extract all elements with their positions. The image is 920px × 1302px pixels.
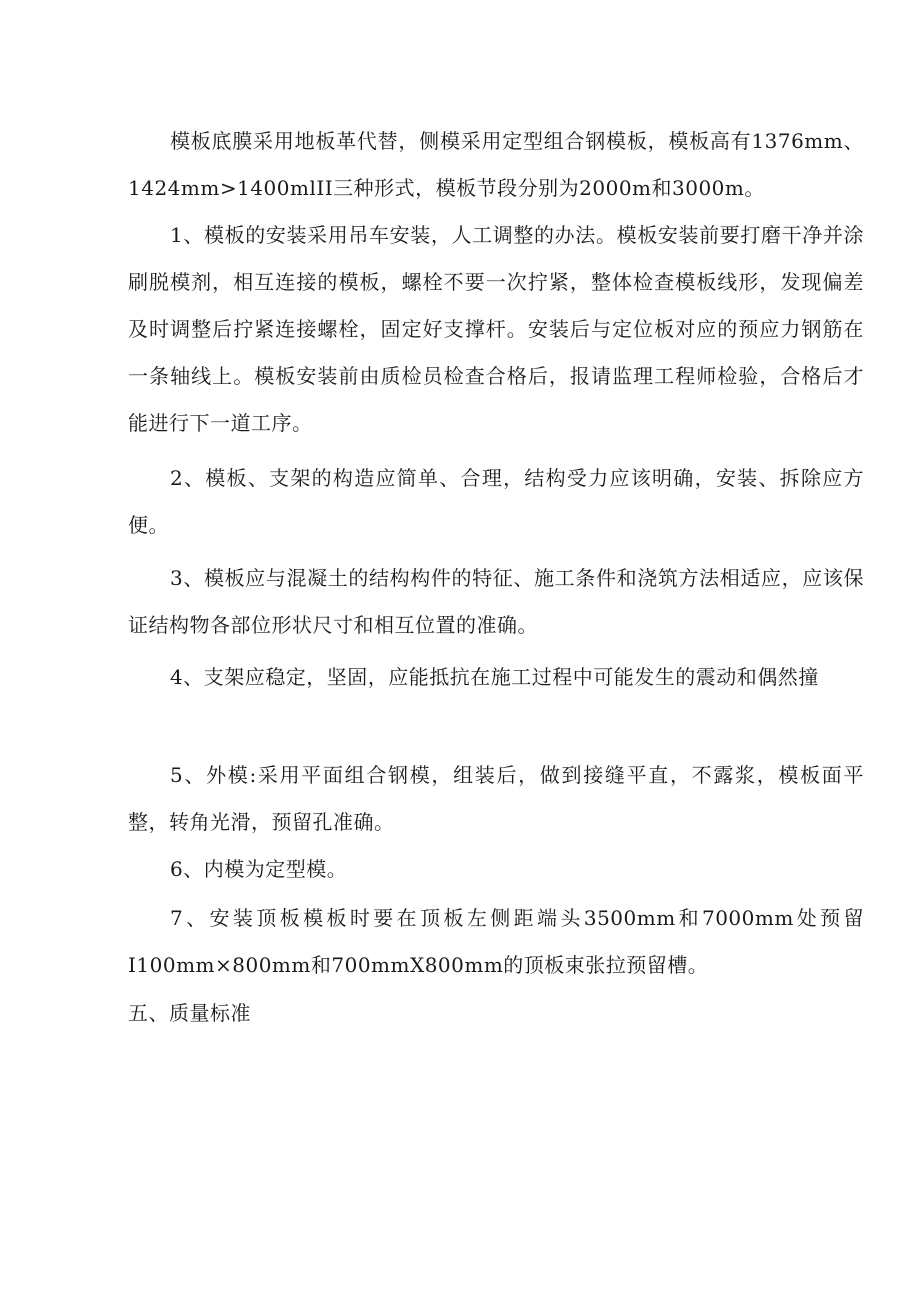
paragraph-item-1: 1、模板的安装采用吊车安装，人工调整的办法。模板安装前要打磨干净并涂刷脱模剂，相互连接的模板，螺栓不要一次拧紧，整体检查模板线形，发现偏差及时调整后拧紧连接螺栓，固定好支撑杆。安装后与定位板对应的预应力钢筋在一条轴线上。模板安装前由质检员检查合格后，报请监理工程师检验，合格后才能进行下一道工序。 bbox=[128, 223, 864, 435]
paragraph-item-6: 6、内模为定型模。 bbox=[170, 857, 348, 881]
paragraph-item-5: 5、外模:采用平面组合钢模，组装后，做到接缝平直，不露浆，模板面平整，转角光滑，预留孔准确。 bbox=[128, 763, 864, 834]
section-heading: 五、质量标准 bbox=[128, 1001, 251, 1025]
paragraph-item-4: 4、支架应稳定，坚固，应能抵抗在施工过程中可能发生的震动和偶然撞 bbox=[170, 665, 819, 689]
paragraph-item-2: 2、模板、支架的构造应简单、合理，结构受力应该明确，安装、拆除应方便。 bbox=[128, 466, 864, 537]
paragraph-item-7: 7、安装顶板模板时要在顶板左侧距端头3500mm和7000mm处预留I100mm×800mm和700mmX800mm的顶板束张拉预留槽。 bbox=[128, 906, 864, 977]
paragraph-item-3: 3、模板应与混凝土的结构构件的特征、施工条件和浇筑方法相适应，应该保证结构物各部位形状尺寸和相互位置的准确。 bbox=[128, 566, 864, 637]
paragraph-intro: 模板底膜采用地板革代替，侧模采用定型组合钢模板，模板高有1376mm、1424mm>1400mlII三种形式，模板节段分别为2000m和3000m。 bbox=[128, 129, 864, 200]
